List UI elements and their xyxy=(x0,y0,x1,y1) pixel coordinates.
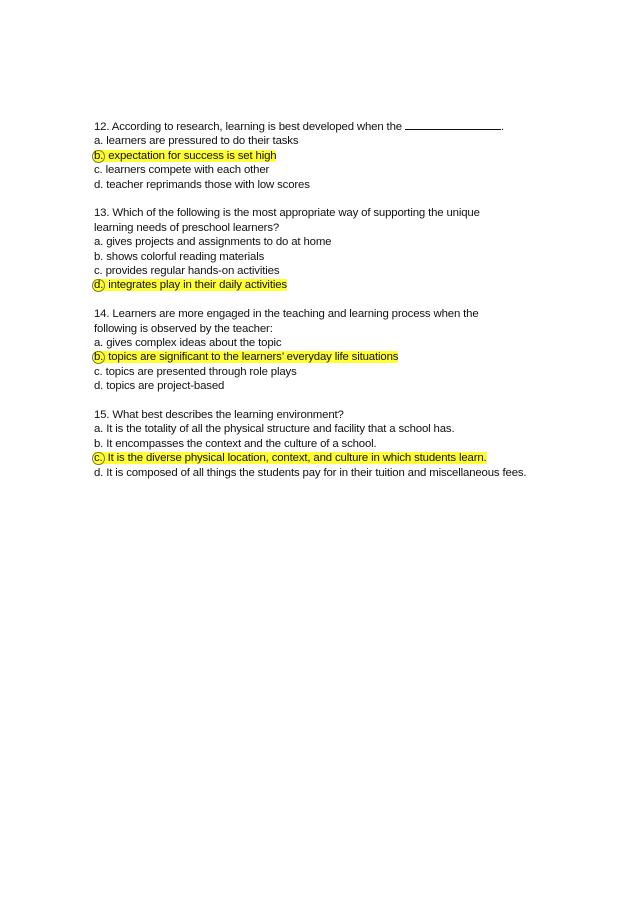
question-15-stem: 15. What best describes the learning environment? xyxy=(94,409,344,422)
question-13-stem-line-1: 13. Which of the following is the most appropriate way of supporting the unique xyxy=(94,207,480,220)
option-12-b xyxy=(94,149,554,163)
option-14-d xyxy=(94,379,554,393)
question-13-stem-line-2: learning needs of preschool learners? xyxy=(94,221,280,234)
option-letter: a. xyxy=(94,236,104,249)
option-text: learners compete with each other xyxy=(105,164,270,177)
option-13-b xyxy=(94,250,554,264)
option-text: It is the totality of all the physical structure and facility that a school has. xyxy=(106,423,455,436)
correct-answer-highlight xyxy=(94,279,287,291)
option-14-a xyxy=(94,336,554,350)
option-13-d xyxy=(94,278,554,292)
option-text: learners are pressured to do their tasks xyxy=(106,135,299,148)
correct-answer-highlight xyxy=(94,452,487,464)
option-letter: d. xyxy=(94,466,104,479)
option-letter: a. xyxy=(94,337,104,350)
option-14-c xyxy=(94,365,554,379)
option-13-c xyxy=(94,264,554,278)
option-letter: a. xyxy=(94,135,104,148)
question-12 xyxy=(94,119,554,192)
circled-option-letter: d. xyxy=(94,279,104,292)
option-letter: c. xyxy=(94,164,103,177)
option-15-a xyxy=(94,422,554,436)
option-text: teacher reprimands those with low scores xyxy=(106,178,310,191)
question-14-stem-line-1: 14. Learners are more engaged in the teaching and learning process when the xyxy=(94,308,479,321)
option-text: It is the diverse physical location, context, and culture in which students learn. xyxy=(107,452,487,465)
option-13-a xyxy=(94,235,554,249)
option-letter: d. xyxy=(94,380,104,393)
option-letter: b. xyxy=(94,437,104,450)
circled-option-letter: c. xyxy=(94,452,103,465)
option-text: gives complex ideas about the topic xyxy=(106,337,282,350)
option-text: provides regular hands-on activities xyxy=(105,265,280,278)
option-text: gives projects and assignments to do at home xyxy=(106,236,332,249)
question-12-stem-end: . xyxy=(500,121,504,133)
option-letter: c. xyxy=(94,265,103,278)
question-14-stem-line-2: following is observed by the teacher: xyxy=(94,322,273,335)
option-12-a xyxy=(94,134,554,148)
answer-blank xyxy=(405,119,501,130)
option-12-c xyxy=(94,163,554,177)
option-letter: a. xyxy=(94,423,104,436)
option-letter: c. xyxy=(94,365,103,378)
option-12-d xyxy=(94,178,554,192)
option-text: expectation for success is set high xyxy=(108,149,277,162)
option-text: topics are presented through role plays xyxy=(105,365,297,378)
option-text: topics are project-based xyxy=(106,380,225,393)
option-text: shows colorful reading materials xyxy=(106,250,265,263)
option-15-d xyxy=(94,466,554,480)
circled-option-letter: b. xyxy=(94,351,104,364)
option-text: integrates play in their daily activities xyxy=(108,279,287,292)
circled-option-letter: b. xyxy=(94,149,104,162)
question-12-stem xyxy=(94,119,554,134)
quiz-content xyxy=(94,119,554,495)
option-15-c xyxy=(94,451,554,465)
question-13 xyxy=(94,206,554,292)
option-text: It encompasses the context and the culture of a school. xyxy=(106,437,377,450)
question-14 xyxy=(94,307,554,393)
question-15 xyxy=(94,408,554,480)
option-text: topics are significant to the learners’ everyday life situations xyxy=(108,351,399,364)
question-12-stem-text: 12. According to research, learning is best developed when the xyxy=(94,121,402,133)
correct-answer-highlight xyxy=(94,150,276,162)
correct-answer-highlight xyxy=(94,351,398,363)
option-text: It is composed of all things the students pay for in their tuition and miscellaneous fees. xyxy=(106,466,527,479)
option-letter: b. xyxy=(94,250,104,263)
option-letter: d. xyxy=(94,178,104,191)
option-14-b xyxy=(94,350,554,364)
option-15-b xyxy=(94,437,554,451)
